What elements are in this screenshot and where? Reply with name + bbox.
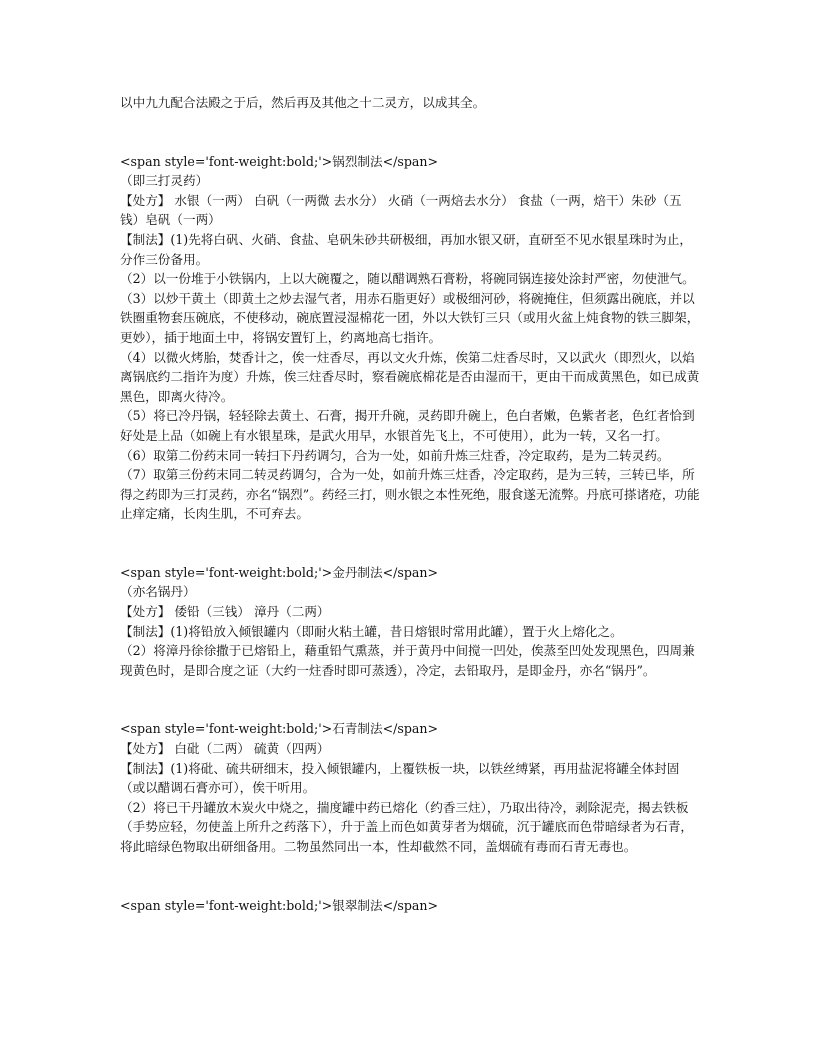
document-page: [120, 93, 700, 915]
section-yincui: [120, 896, 700, 916]
section-line: （2）将已干丹罐放木炭火中烧之，揣度罐中药已熔化（约香三炷），乃取出待冷，剥除泥壳，揭去铁板（手势应轻，勿使盖上所升之药落下），升于盖上而色如黄芽者为烟硫，沉于罐底而色带暗绿者为石青，将此暗绿色物取出研细备用。二物虽然同出一本，性却截然不同，盖烟硫有毒而石青无毒也。: [120, 799, 694, 854]
section-line: （即三打灵药）: [120, 173, 209, 189]
section-line: 【制法】(1)先将白矾、火硝、食盐、皂矾朱砂共研极细，再加水银又研，直研至不见水银星珠时为止，分作三份备用。: [120, 231, 692, 267]
section-guolie: [120, 152, 700, 524]
section-heading: <span style='font-weight:bold;'>锅烈制法</span>: [120, 153, 439, 169]
section-line: （4）以微火烤胎，焚香计之，俟一炷香尽，再以文火升炼，俟第二炷香尽时，又以武火（即烈火，以焰离锅底约二指许为度）升炼，俟三炷香尽时，察看碗底棉花是否由湿而干，更由干而成黄黑色，如已成黄黑色，即离火待冷。: [120, 349, 700, 404]
intro-paragraph: 以中九九配合法殿之于后，然后再及其他之十二灵方，以成其全。: [120, 95, 486, 110]
section-line: （亦名锅丹）: [120, 584, 196, 600]
section-jindan: [120, 563, 700, 681]
section-line: （3）以炒干黄土（即黄土之炒去湿气者，用赤石脂更好）或极细河砂，将碗掩住，但须露出碗底，并以铁圈重物套压碗底，不使移动，碗底置浸湿棉花一团，外以大铁钉三只（或用火盆上炖食物的铁三脚架，更妙），插于地面土中，将锅安置钉上，约离地高七指许。: [120, 290, 700, 345]
section-line: 【处方】 水银（一两） 白矾（一两微 去水分） 火硝（一两焙去水分） 食盐（一两，焙干）朱砂（五钱）皂矾（一两）: [120, 192, 682, 228]
section-line: 【处方】 倭铅（三钱） 漳丹（二两）: [120, 604, 330, 620]
section-shiqing: [120, 719, 700, 856]
section-line: 【制法】(1)将铅放入倾银罐内（即耐火粘土罐，昔日熔银时常用此罐），置于火上熔化之。: [120, 623, 623, 639]
section-line: （6）取第二份药末同一转扫下丹药调匀，合为一处，如前升炼三炷香，冷定取药，是为二转灵药。: [120, 447, 670, 463]
section-line: （7）取第三份药末同二转灵药调匀，合为一处，如前升炼三炷香，冷定取药，是为三转，三转已毕，所得之药即为三打灵药，亦名“锅烈”。药经三打，则水银之本性死绝，服食遂无流弊。丹底可搽诸疮，功能止痒定痛，长肉生肌，不可弃去。: [120, 467, 700, 522]
section-heading: <span style='font-weight:bold;'>银翠制法</span>: [120, 897, 439, 913]
section-line: （5）将已冷丹锅，轻轻除去黄土、石膏，揭开升碗，灵药即升碗上，色白者嫩，色紫者老，色红者恰到好处是上品（如碗上有水银星珠，是武火用早，水银首先飞上，不可使用），此为一转，又名一打。: [120, 408, 695, 443]
section-line: （2）将漳丹徐徐撒于已熔铅上，藉重铅气熏蒸，并于黄丹中间搅一凹处，俟蒸至凹处发现黑色，四周兼现黄色时，是即合度之证（大约一炷香时即可蒸透），冷定，去铅取丹，是即金丹，亦名“锅丹”。: [120, 643, 695, 678]
section-heading: <span style='font-weight:bold;'>金丹制法</span>: [120, 564, 439, 580]
section-line: 【处方】 白砒（二两） 硫黄（四两）: [120, 741, 330, 757]
section-line: 【制法】(1)将砒、硫共研细末，投入倾银罐内，上覆铁板一块，以铁丝缚紧，再用盐泥将罐全体封固（或以醋调石膏亦可），俟干听用。: [120, 760, 680, 796]
section-line: （2）以一份堆于小铁锅内，上以大碗覆之，随以醋调熟石膏粉，将碗同锅连接处涂封严密，勿使泄气。: [120, 271, 695, 287]
section-heading: <span style='font-weight:bold;'>石青制法</span>: [120, 721, 439, 737]
